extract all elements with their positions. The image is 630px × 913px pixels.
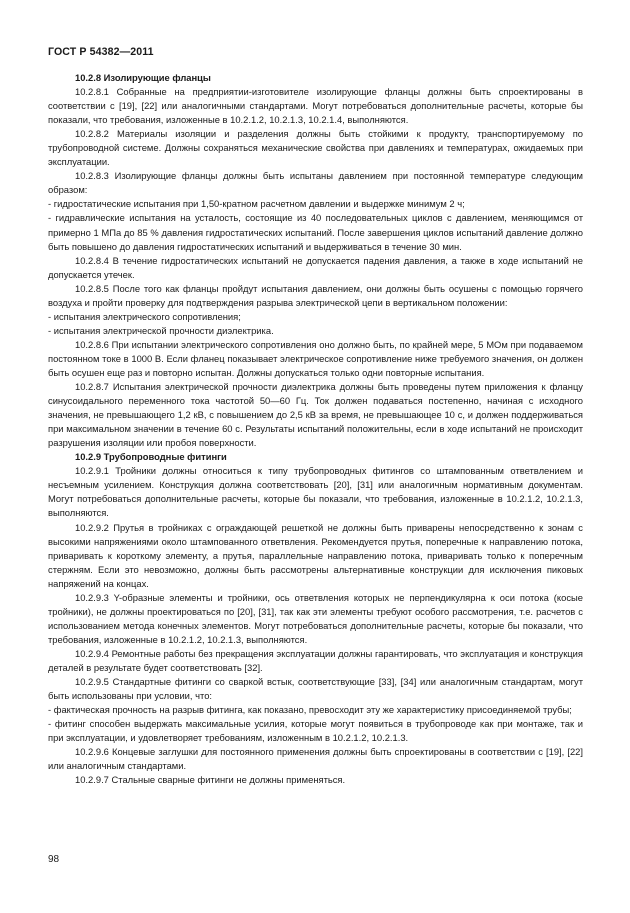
paragraph: 10.2.8.1 Собранные на предприятии-изготовителе изолирующие фланцы должны быть спроектированы в соответствии с [19], [22] или аналогичными стандартами. Могут потребоваться дополнительные расчеты, которые бы показали, что требования, изложенные в 10.2.1.2, 10.2.1.3, 10.2.1.4, выполняются.	[48, 86, 583, 126]
paragraph: 10.2.9.7 Стальные сварные фитинги не должны применяться.	[75, 774, 346, 786]
list-item: - гидравлические испытания на усталость, состоящие из 40 последовательных циклов с давлением, меняющимся от примерно 1 МПа до 85 % давления гидростатических испытаний. После завершения циклов испытаний давление должно быть повышено до давления гидростатических испытаний и выдерживаться в течение 30 мин.	[48, 212, 583, 252]
paragraph: 10.2.8.3 Изолирующие фланцы должны быть испытаны давлением при постоянной температуре следующим образом:	[48, 170, 583, 196]
paragraph: 10.2.8.6 При испытании электрического сопротивления оно должно быть, по крайней мере, 5 МОм при подаваемом постоянном токе в 1000 В. Если фланец показывает электрическое сопротивление ниже требуемого значения, он должен быть осушен еще раз и повторно испытан. Должны допускаться только одни повторные испытания.	[48, 338, 583, 378]
page-content	[48, 71, 583, 787]
paragraph: 10.2.9.4 Ремонтные работы без прекращения эксплуатации должны гарантировать, что эксплуатация и конструкция деталей в результате будет соответствовать [32].	[48, 647, 583, 673]
paragraph: 10.2.8.5 После того как фланцы пройдут испытания давлением, они должны быть осушены с помощью горячего воздуха и пройти проверку для подтверждения разрыва электрической цепи в вертикальном положении:	[48, 282, 583, 308]
paragraph: 10.2.8.2 Материалы изоляции и разделения должны быть стойкими к продукту, транспортируемому по трубопроводной системе. Должны сохраняться механические свойства при давлениях и температурах, ожидаемых при эксплуатации.	[48, 128, 583, 168]
paragraph: 10.2.8.4 В течение гидростатических испытаний не допускается падения давления, а также в ходе испытаний не допускается утечек.	[48, 254, 583, 280]
section-heading: 10.2.9 Трубопроводные фитинги	[75, 451, 227, 463]
list-item: - фактическая прочность на разрыв фитинга, как показано, превосходит эту же характеристику присоединяемой трубы;	[48, 704, 572, 716]
paragraph: 10.2.9.3 Y-образные элементы и тройники, ось ответвления которых не перпендикулярна к оси потока (косые тройники), не должны проектироваться по [20], [31], так как эти элементы требуют особого рассмотрения, т.е. расчетов с использованием метода конечных элементов. Могут потребоваться дополнительные расчеты, которые бы показали, что требования, изложенные в 10.2.1.2, 10.2.1.3, выполняются.	[48, 591, 583, 645]
paragraph: 10.2.9.1 Тройники должны относиться к типу трубопроводных фитингов со штампованным ответвлением и несъемным усилением. Конструкция должна соответствовать [20], [31] или аналогичным нормативным документам. Могут потребоваться дополнительные расчеты, которые бы показали, что требования, изложенные в 10.2.1.2, 10.2.1.3, выполняются.	[48, 465, 583, 519]
list-item: - испытания электрической прочности диэлектрика.	[48, 324, 274, 336]
page-number: 98	[48, 854, 60, 865]
paragraph: 10.2.8.7 Испытания электрической прочности диэлектрика должны быть проведены путем приложения к фланцу синусоидального переменного тока частотой 50—60 Гц. Ток должен подаваться постепенно, начиная с исходного значения, не превышающего 1,2 кВ, с повышением до 2,5 кВ за время, не превышающее 10 с, и должен поддерживаться при максимальном значении в течение 60 с. Результаты испытаний положительны, если в ходе испытаний не происходит разрушения изоляции или пробоя поверхности.	[48, 381, 583, 449]
list-item: - испытания электрического сопротивления;	[48, 310, 241, 322]
document-header: ГОСТ Р 54382—2011	[48, 46, 154, 58]
list-item: - гидростатические испытания при 1,50-кратном расчетном давлении и выдержке минимум 2 ч;	[48, 198, 465, 210]
paragraph: 10.2.9.2 Прутья в тройниках с ограждающей решеткой не должны быть приварены непосредственно к зонам с высокими напряжениями около штампованного ответвления. Рекомендуется прутья, поперечные к направлению потока, приваривать к короткому элементу, а прутья, параллельные направлению потока, приваривать только к поперечным стержням. Если это невозможно, должны быть рассмотрены альтернативные конструкции для исключения пиковых напряжений на концах.	[48, 521, 583, 589]
paragraph: 10.2.9.6 Концевые заглушки для постоянного применения должны быть спроектированы в соответствии с [19], [22] или аналогичным стандартами.	[48, 746, 583, 772]
section-heading: 10.2.8 Изолирующие фланцы	[75, 72, 211, 83]
list-item: - фитинг способен выдержать максимальные усилия, которые могут появиться в трубопроводе как при монтаже, так и при эксплуатации, и удовлетворяет требованиям, изложенным в 10.2.1.2, 10.2.1.3.	[48, 718, 583, 744]
paragraph: 10.2.9.5 Стандартные фитинги со сваркой встык, соответствующие [33], [34] или аналогичным стандартам, могут быть использованы при условии, что:	[48, 676, 583, 702]
